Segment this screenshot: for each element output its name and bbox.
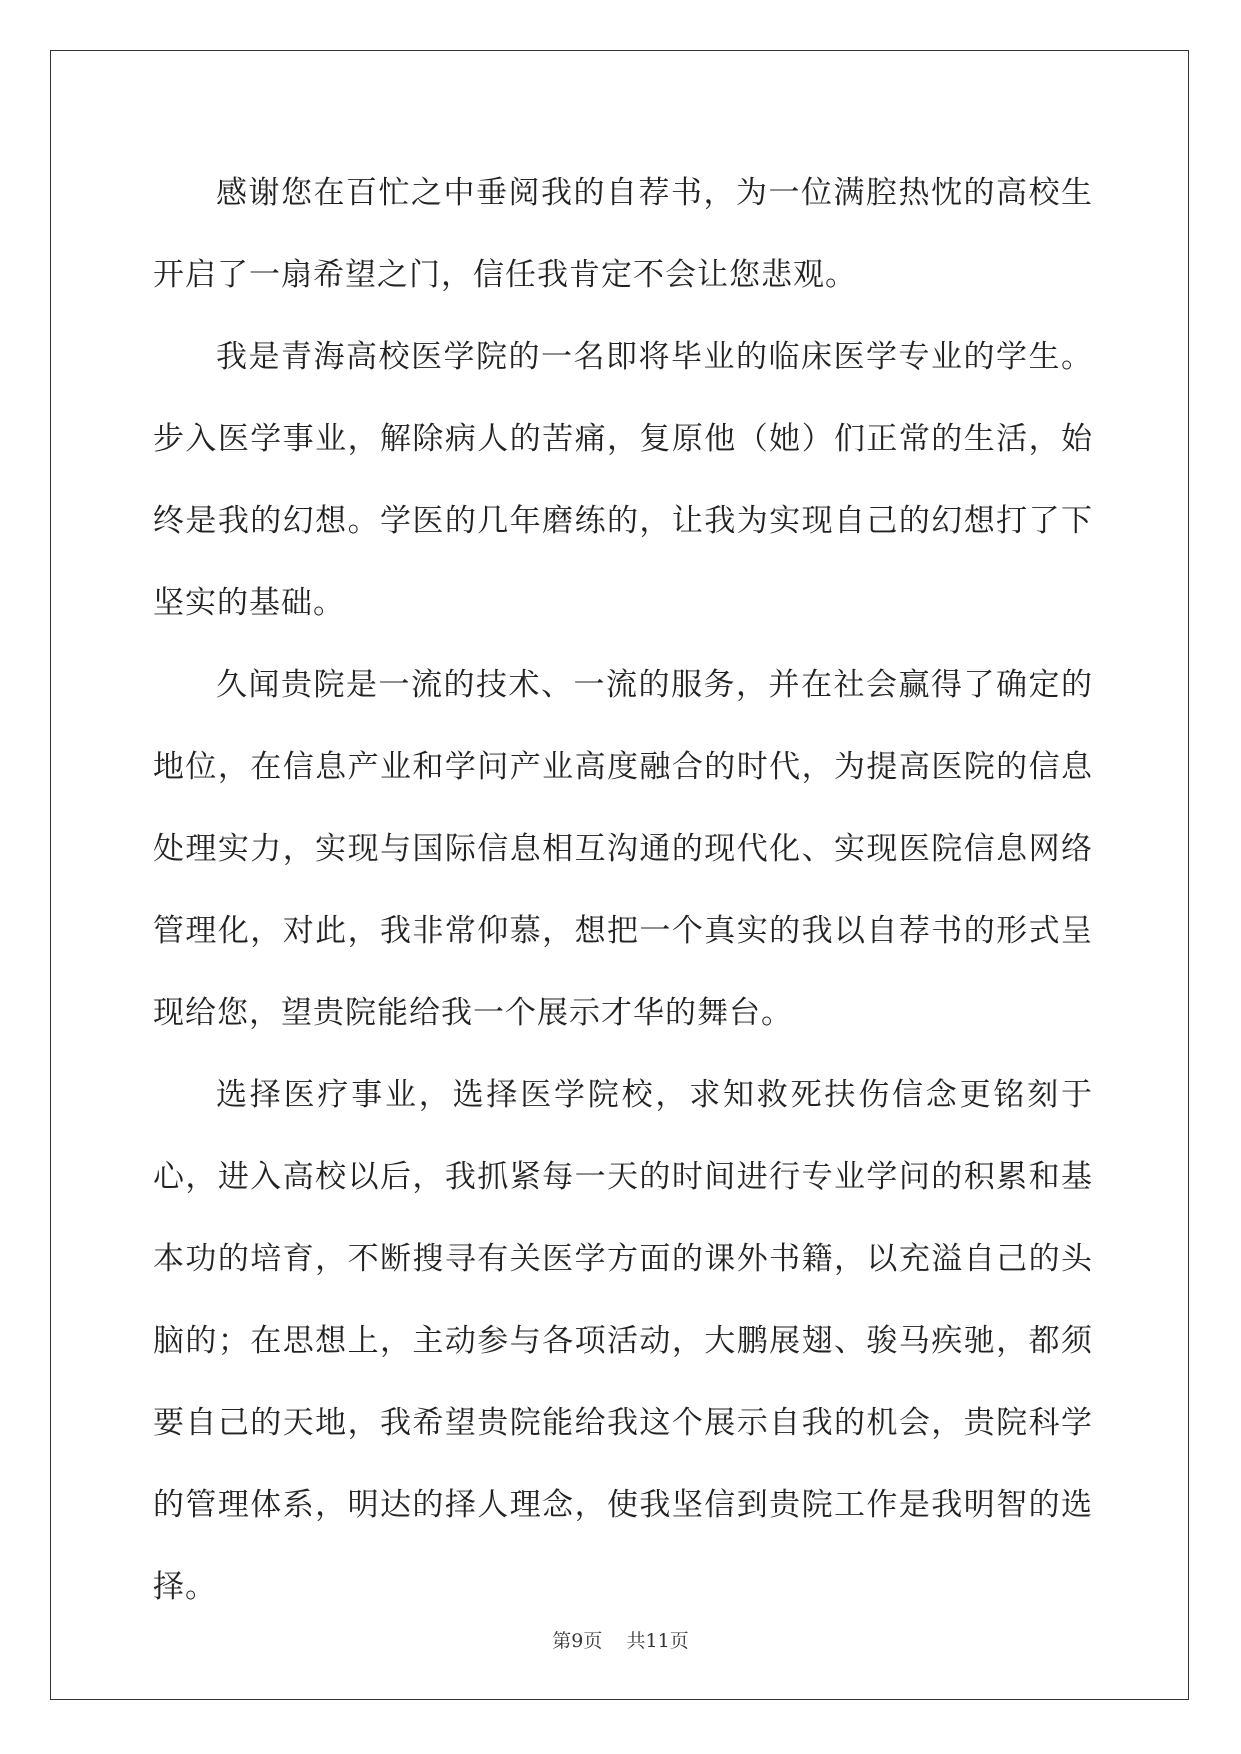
page-total: 共11页 xyxy=(626,1630,689,1652)
paragraph-3: 久闻贵院是一流的技术、一流的服务，并在社会赢得了确定的地位，在信息产业和学问产业高度融合的时代，为提高医院的信息处理实力，实现与国际信息相互沟通的现代化、实现医院信息网络管理化，对此，我非常仰慕，想把一个真实的我以自荐书的形式呈现给您，望贵院能给我一个展示才华的舞台。 xyxy=(153,667,1093,1031)
paragraph-1: 感谢您在百忙之中垂阅我的自荐书，为一位满腔热忱的高校生开启了一扇希望之门，信任我肯定不会让您悲观。 xyxy=(153,175,1093,293)
paragraph-2: 我是青海高校医学院的一名即将毕业的临床医学专业的学生。步入医学事业，解除病人的苦痛，复原他（她）们正常的生活，始终是我的幻想。学医的几年磨练的，让我为实现自己的幻想打了下坚实的基础。 xyxy=(153,339,1093,621)
letter-body xyxy=(153,152,1093,1628)
paragraph-4: 选择医疗事业，选择医学院校，求知救死扶伤信念更铭刻于心，进入高校以后，我抓紧每一天的时间进行专业学问的积累和基本功的培育，不断搜寻有关医学方面的课外书籍，以充溢自己的头脑的；在思想上，主动参与各项活动，大鹏展翅、骏马疾驰，都须要自己的天地，我希望贵院能给我这个展示自我的机会，贵院科学的管理体系，明达的择人理念，使我坚信到贵院工作是我明智的选择。 xyxy=(153,1077,1093,1605)
page-footer xyxy=(0,1626,1241,1653)
page-number: 第9页 xyxy=(552,1630,603,1652)
